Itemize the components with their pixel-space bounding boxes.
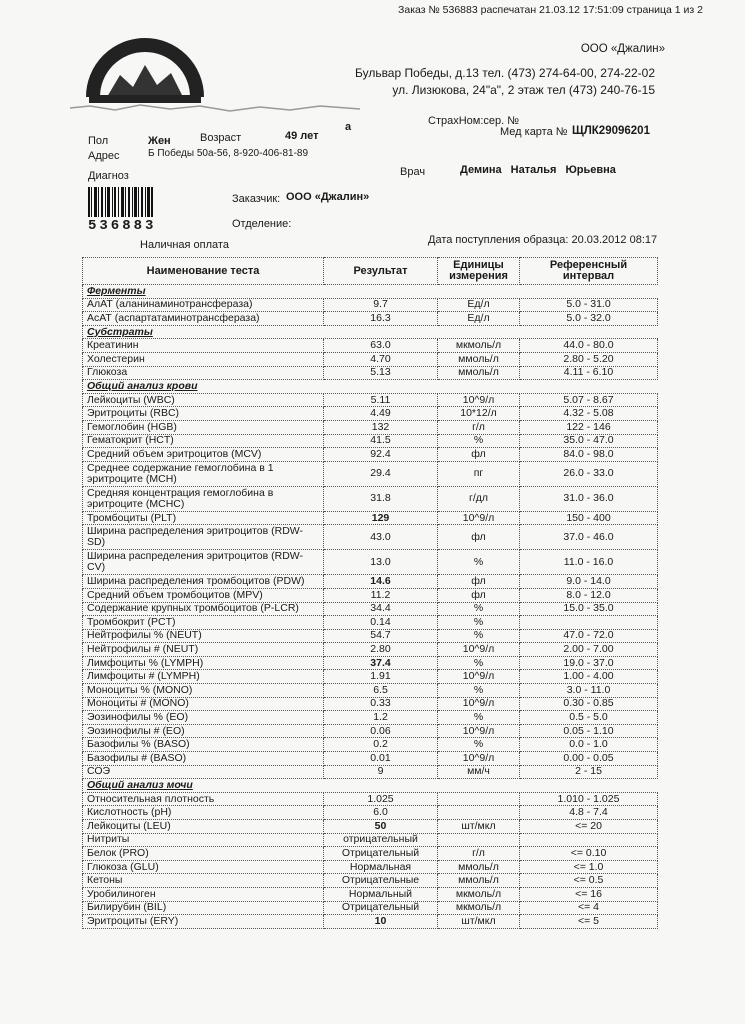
order-print-line: Заказ № 536883 распечатан 21.03.12 17:51:09 страница 1 из 2 (398, 4, 703, 16)
reference-cell (520, 833, 658, 847)
table-row (83, 339, 658, 353)
reference-cell: <= 5 (520, 915, 658, 929)
reference-cell: 0.30 - 0.85 (520, 697, 658, 711)
test-name-cell: Моноциты # (MONO) (83, 697, 324, 711)
unit-cell: Ед/л (438, 312, 520, 326)
col-header-reference: Референсный интервал (520, 258, 658, 285)
result-cell: 9.7 (324, 298, 438, 312)
reference-cell: 35.0 - 47.0 (520, 434, 658, 448)
test-name-cell: Креатинин (83, 339, 324, 353)
age-value: 49 лет (285, 130, 319, 142)
result-cell: 16.3 (324, 312, 438, 326)
sex-value: Жен (148, 135, 171, 147)
test-name-cell: Белок (PRO) (83, 847, 324, 861)
test-name-cell: Тромбокрит (PCT) (83, 616, 324, 630)
result-cell: Отрицательный (324, 901, 438, 915)
table-row (83, 738, 658, 752)
table-row (83, 792, 658, 806)
unit-cell (438, 806, 520, 820)
result-cell: 10 (324, 915, 438, 929)
reference-cell: 0.5 - 5.0 (520, 711, 658, 725)
unit-cell: фл (438, 525, 520, 550)
unit-cell: 10*12/л (438, 407, 520, 421)
col-header-result: Результат (324, 258, 438, 285)
unit-cell: Ед/л (438, 298, 520, 312)
table-row (83, 486, 658, 511)
result-cell: 37.4 (324, 656, 438, 670)
unit-cell: ммоль/л (438, 860, 520, 874)
test-name-cell: Ширина распределения тромбоцитов (PDW) (83, 575, 324, 589)
unit-cell: 10^9/л (438, 697, 520, 711)
reference-cell: 1.010 - 1.025 (520, 792, 658, 806)
table-row (83, 434, 658, 448)
address-value: Б Победы 50а-56, 8-920-406-81-89 (148, 148, 309, 159)
torn-paper-edge (70, 102, 360, 116)
test-name-cell: Глюкоза (GLU) (83, 860, 324, 874)
result-cell: 4.70 (324, 352, 438, 366)
result-cell: 1.2 (324, 711, 438, 725)
reference-cell: 9.0 - 14.0 (520, 575, 658, 589)
reference-cell: 0.0 - 1.0 (520, 738, 658, 752)
test-name-cell: Тромбоциты (PLT) (83, 511, 324, 525)
result-cell: 50 (324, 820, 438, 834)
doctor-label: Врач (400, 166, 426, 178)
test-name-cell: Глюкоза (83, 366, 324, 380)
table-row (83, 407, 658, 421)
test-name-cell: Лейкоциты (LEU) (83, 820, 324, 834)
reference-cell: 19.0 - 37.0 (520, 656, 658, 670)
unit-cell: фл (438, 448, 520, 462)
reference-cell: 4.32 - 5.08 (520, 407, 658, 421)
result-cell: 0.2 (324, 738, 438, 752)
table-row (83, 847, 658, 861)
test-name-cell: Ширина распределения эритроцитов (RDW-CV) (83, 550, 324, 575)
table-row (83, 525, 658, 550)
unit-cell: ммоль/л (438, 366, 520, 380)
reference-cell: 5.0 - 31.0 (520, 298, 658, 312)
age-label: Возраст (200, 132, 242, 144)
reference-cell: 0.05 - 1.10 (520, 724, 658, 738)
result-cell: 9 (324, 765, 438, 779)
reference-cell: <= 1.0 (520, 860, 658, 874)
reference-cell: 4.11 - 6.10 (520, 366, 658, 380)
table-row (83, 461, 658, 486)
test-name-cell: Базофилы % (BASO) (83, 738, 324, 752)
reference-cell: 44.0 - 80.0 (520, 339, 658, 353)
address-label: Адрес (88, 150, 120, 162)
test-name-cell: Средняя концентрация гемоглобина в эритроците (MCHC) (83, 486, 324, 511)
lab-address-1: Бульвар Победы, д.13 тел. (473) 274-64-00, 274-22-02 (354, 66, 655, 80)
section-title: Общий анализ крови (83, 380, 658, 394)
result-cell: 5.11 (324, 393, 438, 407)
section-title: Ферменты (83, 285, 658, 299)
reference-cell: 5.07 - 8.67 (520, 393, 658, 407)
table-row (83, 765, 658, 779)
results-table (82, 257, 658, 929)
reference-cell (520, 616, 658, 630)
table-row (83, 575, 658, 589)
result-cell: 6.5 (324, 684, 438, 698)
result-cell: 14.6 (324, 575, 438, 589)
reference-cell: 84.0 - 98.0 (520, 448, 658, 462)
insurance-label: СтрахНом:сер. № (428, 115, 520, 127)
table-row (83, 915, 658, 929)
reference-cell: <= 20 (520, 820, 658, 834)
reference-cell: 37.0 - 46.0 (520, 525, 658, 550)
payment-type: Наличная оплата (140, 239, 229, 251)
table-row (83, 420, 658, 434)
section-row (83, 779, 658, 793)
table-row (83, 806, 658, 820)
table-row (83, 901, 658, 915)
table-header-row (83, 258, 658, 285)
reference-cell: <= 0.5 (520, 874, 658, 888)
reference-cell: 47.0 - 72.0 (520, 629, 658, 643)
table-row (83, 588, 658, 602)
reference-cell: <= 0.10 (520, 847, 658, 861)
unit-cell: ммоль/л (438, 874, 520, 888)
table-row (83, 550, 658, 575)
reference-cell: 2.80 - 5.20 (520, 352, 658, 366)
test-name-cell: Содержание крупных тромбоцитов (P-LCR) (83, 602, 324, 616)
table-row (83, 684, 658, 698)
result-cell: 34.4 (324, 602, 438, 616)
table-row (83, 887, 658, 901)
result-cell: 0.33 (324, 697, 438, 711)
customer-value: ООО «Джалин» (286, 191, 370, 203)
test-name-cell: Эозинофилы # (EO) (83, 724, 324, 738)
test-name-cell: Эритроциты (RBC) (83, 407, 324, 421)
table-row (83, 298, 658, 312)
reference-cell: 122 - 146 (520, 420, 658, 434)
section-title: Субстраты (83, 325, 658, 339)
unit-cell: % (438, 738, 520, 752)
unit-cell: шт/мкл (438, 820, 520, 834)
test-name-cell: Относительная плотность (83, 792, 324, 806)
table-row (83, 312, 658, 326)
name-fragment: а (345, 121, 352, 133)
unit-cell: шт/мкл (438, 915, 520, 929)
result-cell: 4.49 (324, 407, 438, 421)
result-cell: 2.80 (324, 643, 438, 657)
reference-cell: 11.0 - 16.0 (520, 550, 658, 575)
unit-cell: фл (438, 575, 520, 589)
medcard-value: ЩЛК29096201 (572, 125, 650, 137)
result-cell: 92.4 (324, 448, 438, 462)
test-name-cell: Моноциты % (MONO) (83, 684, 324, 698)
table-row (83, 656, 658, 670)
unit-cell (438, 833, 520, 847)
result-cell: 5.13 (324, 366, 438, 380)
test-name-cell: Билирубин (BIL) (83, 901, 324, 915)
reference-cell: <= 16 (520, 887, 658, 901)
medcard-label: Мед карта № (500, 126, 568, 138)
result-cell: 132 (324, 420, 438, 434)
test-name-cell: Гематокрит (HCT) (83, 434, 324, 448)
unit-cell: г/л (438, 420, 520, 434)
table-row (83, 752, 658, 766)
unit-cell: мкмоль/л (438, 901, 520, 915)
unit-cell: 10^9/л (438, 670, 520, 684)
test-name-cell: Ширина распределения эритроцитов (RDW-SD) (83, 525, 324, 550)
unit-cell: % (438, 616, 520, 630)
unit-cell: мкмоль/л (438, 887, 520, 901)
section-row (83, 380, 658, 394)
result-cell: 0.06 (324, 724, 438, 738)
section-title: Общий анализ мочи (83, 779, 658, 793)
customer-label: Заказчик: (232, 193, 281, 205)
col-header-test: Наименование теста (83, 258, 324, 285)
unit-cell: % (438, 684, 520, 698)
diagnosis-label: Диагноз (88, 170, 129, 182)
unit-cell: % (438, 711, 520, 725)
unit-cell: г/дл (438, 486, 520, 511)
doctor-value: Демина Наталья Юрьевна (460, 164, 616, 176)
result-cell: 1.91 (324, 670, 438, 684)
result-cell: 31.8 (324, 486, 438, 511)
test-name-cell: Лимфоциты % (LYMPH) (83, 656, 324, 670)
result-cell: 0.01 (324, 752, 438, 766)
unit-cell: % (438, 629, 520, 643)
unit-cell: % (438, 656, 520, 670)
table-body (83, 285, 658, 929)
unit-cell: % (438, 602, 520, 616)
table-row (83, 670, 658, 684)
lab-address-2: ул. Лизюкова, 24"а", 2 этаж тел (473) 240-76-15 (392, 83, 655, 97)
result-cell: 29.4 (324, 461, 438, 486)
test-name-cell: АсАТ (аспартатаминотрансфераза) (83, 312, 324, 326)
unit-cell: 10^9/л (438, 752, 520, 766)
table-row (83, 724, 658, 738)
test-name-cell: Базофилы # (BASO) (83, 752, 324, 766)
reference-cell: 2.00 - 7.00 (520, 643, 658, 657)
result-cell: 11.2 (324, 588, 438, 602)
reference-cell: 15.0 - 35.0 (520, 602, 658, 616)
reference-cell: 1.00 - 4.00 (520, 670, 658, 684)
unit-cell: фл (438, 588, 520, 602)
section-row (83, 285, 658, 299)
table-row (83, 833, 658, 847)
table-row (83, 448, 658, 462)
result-cell: 63.0 (324, 339, 438, 353)
table-row (83, 352, 658, 366)
unit-cell: пг (438, 461, 520, 486)
test-name-cell: Среднее содержание гемоглобина в 1 эритроците (MCH) (83, 461, 324, 486)
result-cell: 43.0 (324, 525, 438, 550)
result-cell: 6.0 (324, 806, 438, 820)
result-cell: 0.14 (324, 616, 438, 630)
section-row (83, 325, 658, 339)
table-row (83, 616, 658, 630)
table-row (83, 511, 658, 525)
table-row (83, 874, 658, 888)
col-header-units: Единицы измерения (438, 258, 520, 285)
table-row (83, 643, 658, 657)
test-name-cell: Лейкоциты (WBC) (83, 393, 324, 407)
table-row (83, 860, 658, 874)
unit-cell: 10^9/л (438, 511, 520, 525)
barcode-image (88, 187, 154, 217)
unit-cell: 10^9/л (438, 724, 520, 738)
result-cell: 54.7 (324, 629, 438, 643)
table-row (83, 602, 658, 616)
unit-cell: ммоль/л (438, 352, 520, 366)
sex-label: Пол (88, 135, 109, 147)
test-name-cell: Средний объем эритроцитов (MCV) (83, 448, 324, 462)
test-name-cell: Нейтрофилы % (NEUT) (83, 629, 324, 643)
result-cell: Нормальная (324, 860, 438, 874)
medical-center-logo (85, 35, 205, 105)
reference-cell: 31.0 - 36.0 (520, 486, 658, 511)
reference-cell: 26.0 - 33.0 (520, 461, 658, 486)
test-name-cell: Эритроциты (ERY) (83, 915, 324, 929)
table-row (83, 820, 658, 834)
reference-cell: <= 4 (520, 901, 658, 915)
test-name-cell: Средний объем тромбоцитов (MPV) (83, 588, 324, 602)
result-cell: 129 (324, 511, 438, 525)
test-name-cell: Кетоны (83, 874, 324, 888)
table-row (83, 711, 658, 725)
reference-cell: 0.00 - 0.05 (520, 752, 658, 766)
lab-name: ООО «Джалин» (580, 43, 665, 55)
result-cell: Отрицательный (324, 847, 438, 861)
test-name-cell: Эозинофилы % (EO) (83, 711, 324, 725)
result-cell: 41.5 (324, 434, 438, 448)
unit-cell: 10^9/л (438, 643, 520, 657)
unit-cell: мм/ч (438, 765, 520, 779)
barcode-number: 536883 (88, 218, 157, 234)
unit-cell: % (438, 550, 520, 575)
result-cell: Отрицательные (324, 874, 438, 888)
unit-cell: мкмоль/л (438, 339, 520, 353)
unit-cell: 10^9/л (438, 393, 520, 407)
test-name-cell: Нейтрофилы # (NEUT) (83, 643, 324, 657)
test-name-cell: Нитриты (83, 833, 324, 847)
test-name-cell: Гемоглобин (HGB) (83, 420, 324, 434)
unit-cell: % (438, 434, 520, 448)
table-row (83, 697, 658, 711)
table-row (83, 629, 658, 643)
reference-cell: 8.0 - 12.0 (520, 588, 658, 602)
test-name-cell: АлАТ (аланинаминотрансфераза) (83, 298, 324, 312)
table-row (83, 393, 658, 407)
result-cell: 1.025 (324, 792, 438, 806)
reference-cell: 3.0 - 11.0 (520, 684, 658, 698)
test-name-cell: Кислотность (pH) (83, 806, 324, 820)
result-cell: отрицательный (324, 833, 438, 847)
sample-date: Дата поступления образца: 20.03.2012 08:17 (428, 234, 658, 246)
test-name-cell: СОЭ (83, 765, 324, 779)
reference-cell: 5.0 - 32.0 (520, 312, 658, 326)
result-cell: 13.0 (324, 550, 438, 575)
test-name-cell: Лимфоциты # (LYMPH) (83, 670, 324, 684)
test-name-cell: Уробилиноген (83, 887, 324, 901)
reference-cell: 150 - 400 (520, 511, 658, 525)
department-label: Отделение: (232, 218, 292, 230)
reference-cell: 4.8 - 7.4 (520, 806, 658, 820)
result-cell: Нормальный (324, 887, 438, 901)
table-row (83, 366, 658, 380)
unit-cell: г/л (438, 847, 520, 861)
reference-cell: 2 - 15 (520, 765, 658, 779)
test-name-cell: Холестерин (83, 352, 324, 366)
unit-cell (438, 792, 520, 806)
